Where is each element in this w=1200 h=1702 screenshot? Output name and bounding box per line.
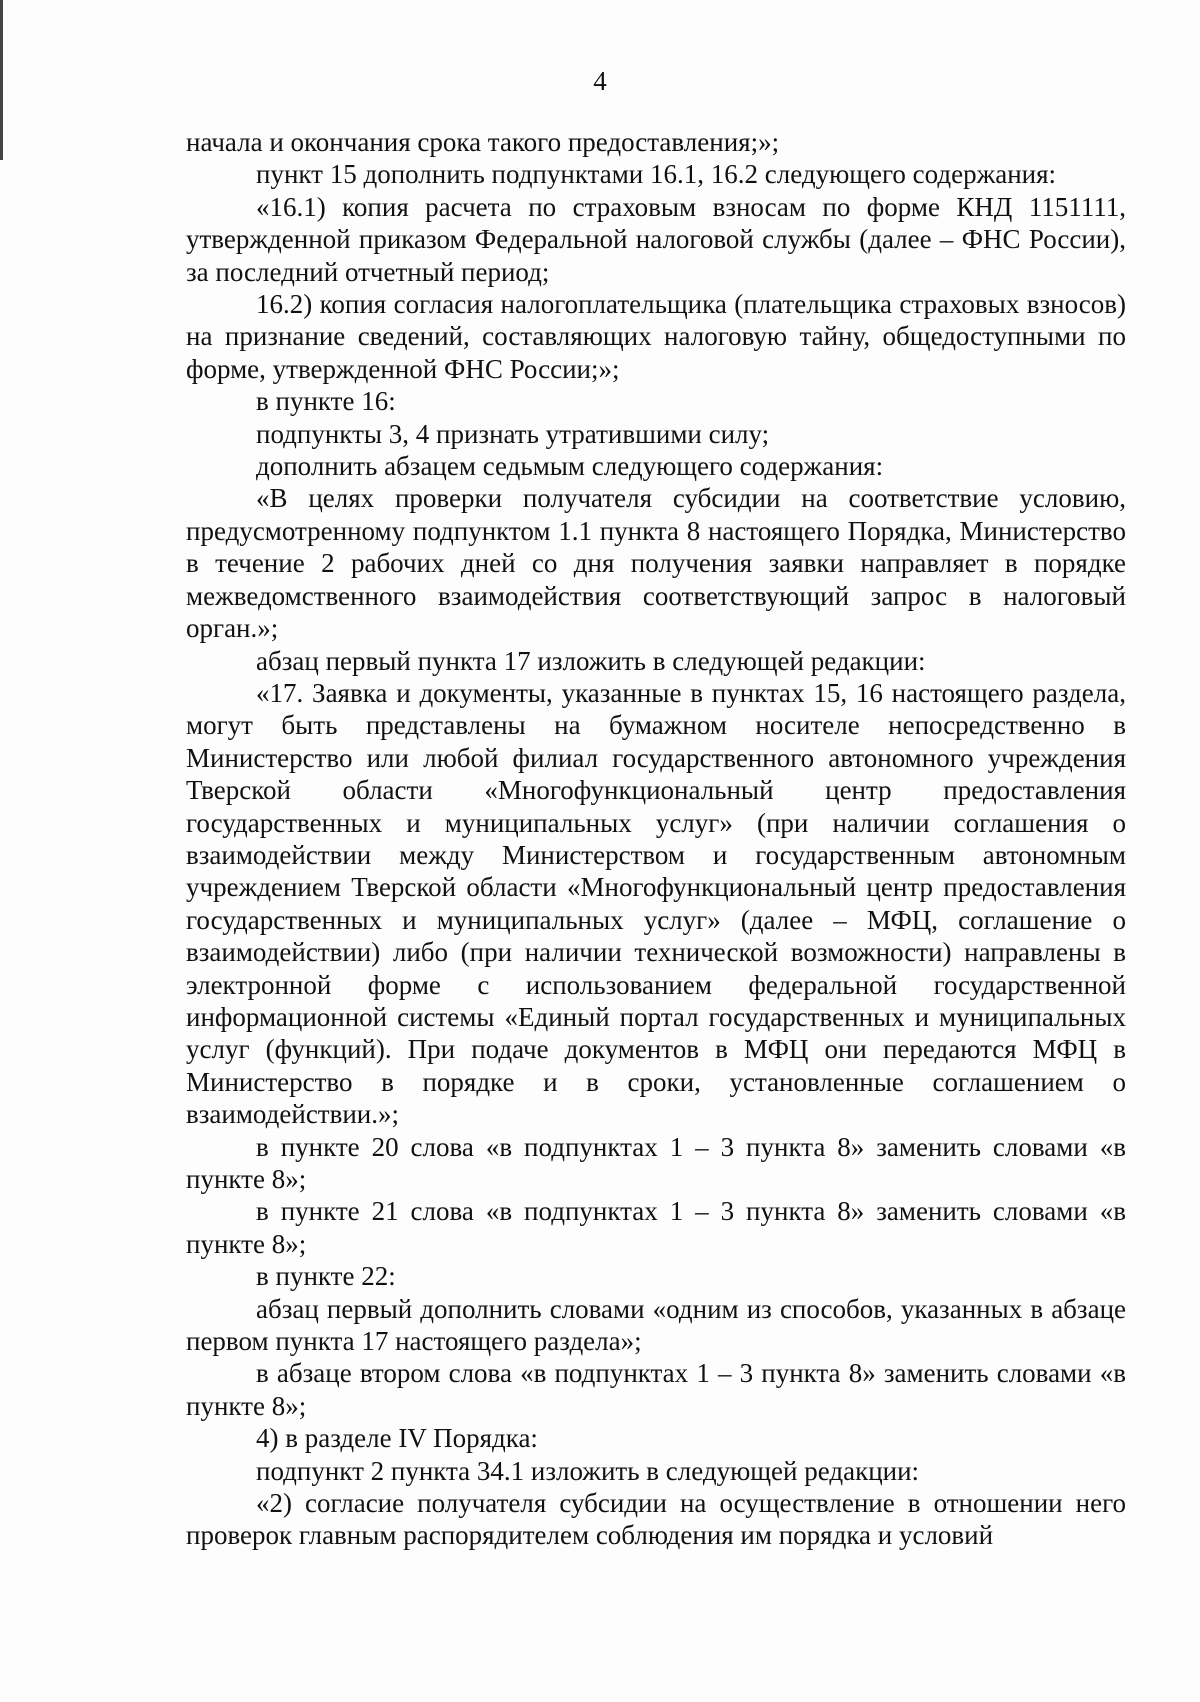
page-number: 4 <box>593 66 607 96</box>
paragraph: в абзаце втором слова «в подпунктах 1 – 3 пункта 8» заменить словами «в пункте 8»; <box>186 1358 1126 1421</box>
paragraph: дополнить абзацем седьмым следующего содержания: <box>256 451 884 482</box>
paragraph: подпункты 3, 4 признать утратившими силу; <box>256 418 770 449</box>
paragraph: подпункт 2 пункта 34.1 изложить в следующей редакции: <box>256 1455 920 1486</box>
paragraph: «16.1) копия расчета по страховым взносам по форме КНД 1151111, утвержденной приказом Федеральной налоговой службы (далее – ФНС России), за последний отчетный период; <box>186 191 1126 287</box>
paragraph: в пункте 16: <box>256 386 396 417</box>
paragraph: в пункте 22: <box>256 1261 396 1292</box>
paragraph: «17. Заявка и документы, указанные в пунктах 15, 16 настоящего раздела, могут быть представлены на бумажном носителе непосредственно в Министерство или любой филиал государственного автономного учреждения Тверской области «Многофункциональный центр предоставления государственных и муниципальных услуг» (при наличии соглашения о взаимодействии между Министерством и государственным автономным учреждением Тверской области «Многофункциональный центр предоставления государственных и муниципальных услуг» (далее – МФЦ, соглашение о взаимодействии) либо (при наличии технической возможности) направлены в электронной форме с использованием федеральной государственной информационной системы «Единый портал государственных и муниципальных услуг (функций). При подаче документов в МФЦ они передаются МФЦ в Министерство в порядке и в сроки, установленные соглашением о взаимодействии.»; <box>186 677 1126 1130</box>
paragraph: «В целях проверки получателя субсидии на соответствие условию, предусмотренному подпунктом 1.1 пункта 8 настоящего Порядка, Министерство в течение 2 рабочих дней со дня получения заявки направляет в порядке межведомственного взаимодействия соответствующий запрос в налоговый орган.»; <box>186 483 1126 644</box>
paragraph: в пункте 21 слова «в подпунктах 1 – 3 пункта 8» заменить словами «в пункте 8»; <box>186 1196 1126 1259</box>
paragraph: начала и окончания срока такого предоставления;»; <box>186 127 780 157</box>
paragraph: «2) согласие получателя субсидии на осуществление в отношении него проверок главным распорядителем соблюдения им порядка и условий <box>186 1488 1126 1551</box>
document-body <box>186 126 1126 1552</box>
paragraph: в пункте 20 слова «в подпунктах 1 – 3 пункта 8» заменить словами «в пункте 8»; <box>186 1131 1126 1194</box>
paragraph: абзац первый пункта 17 изложить в следующей редакции: <box>256 645 926 676</box>
paragraph: абзац первый дополнить словами «одним из способов, указанных в абзаце первом пункта 17 настоящего раздела»; <box>186 1293 1126 1357</box>
paragraph: пункт 15 дополнить подпунктами 16.1, 16.2 следующего содержания: <box>256 159 1057 190</box>
paragraph: 16.2) копия согласия налогоплательщика (плательщика страховых взносов) на признание сведений, составляющих налоговую тайну, общедоступными по форме, утвержденной ФНС России;»; <box>186 289 1126 384</box>
paragraph: 4) в разделе IV Порядка: <box>256 1423 538 1454</box>
